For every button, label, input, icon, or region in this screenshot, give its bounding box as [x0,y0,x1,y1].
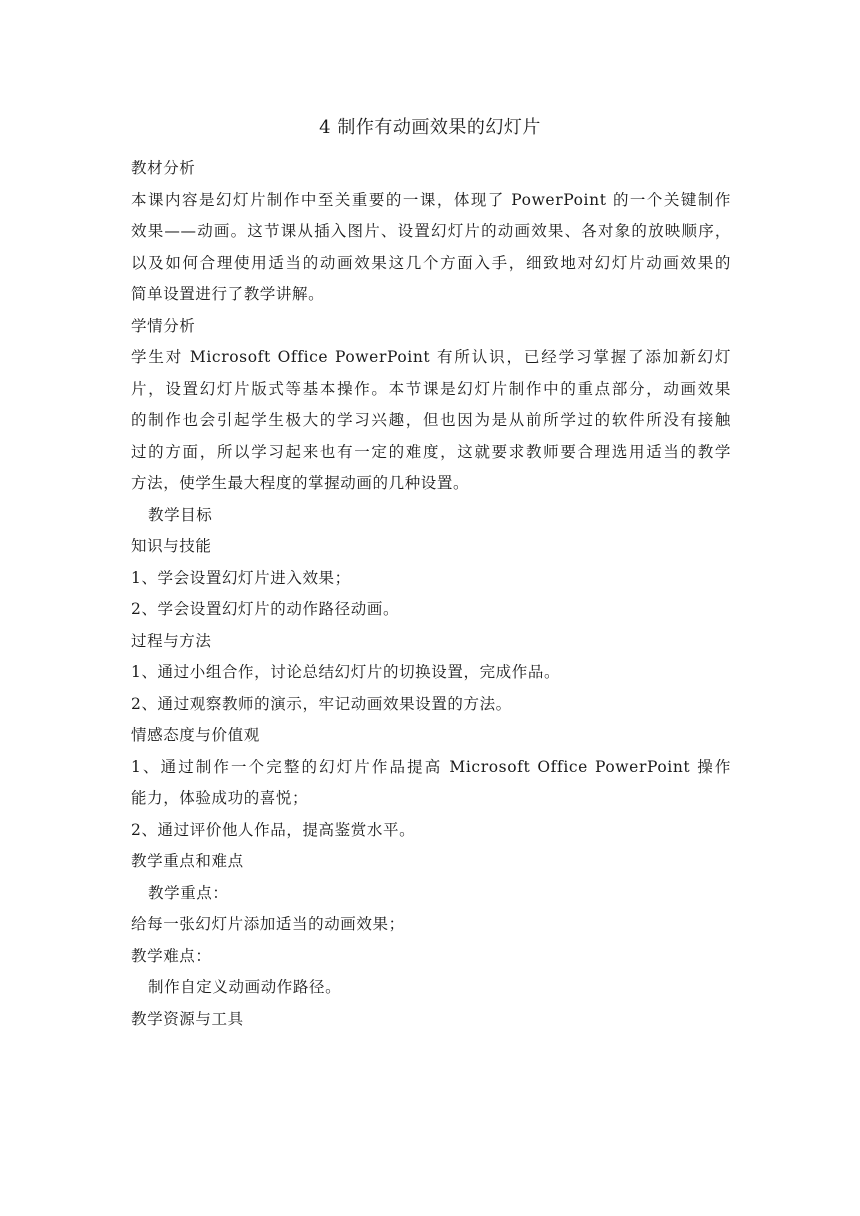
process-item-2: 2、通过观察教师的演示，牢记动画效果设置的方法。 [131,694,512,713]
paragraph-line: 1、通过制作一个完整的幻灯片作品提高 Microsoft Office PowerPoint 操作 [131,757,731,776]
process-item-1: 1、通过小组合作，讨论总结幻灯片的切换设置，完成作品。 [131,663,561,681]
subheading-emotion: 情感态度与价值观 [131,726,260,744]
document-body [131,153,731,1035]
knowledge-item-1: 1、学会设置幻灯片进入效果； [131,568,351,587]
section-heading-learner: 学情分析 [131,316,196,335]
section-heading-key: 教学重点和难点 [131,852,244,870]
emotion-item-2: 2、通过评价他人作品，提高鉴赏水平。 [131,820,416,839]
paragraph-line: 简单设置进行了教学讲解。 [131,285,325,303]
paragraph-line: 效果——动画。这节课从插入图片、设置幻灯片的动画效果、各对象的放映顺序， [131,222,731,240]
section-heading-analysis: 教材分析 [131,159,196,177]
paragraph-line: 的制作也会引起学生极大的学习兴趣，但也因为是从前所学过的软件所没有接触 [131,411,731,429]
paragraph-line: 学生对 Microsoft Office PowerPoint 有所认识，已经学习掌握了添加新幻灯 [131,348,731,366]
paragraph-line: 方法，使学生最大程度的掌握动画的几种设置。 [131,474,470,492]
difficulty-label: 教学难点： [131,946,212,965]
paragraph-line: 本课内容是幻灯片制作中至关重要的一课，体现了 PowerPoint 的一个关键制作 [131,190,731,209]
paragraph-line: 以及如何合理使用适当的动画效果这几个方面入手，细致地对幻灯片动画效果的 [131,253,731,272]
analysis-paragraph [131,185,731,311]
section-heading-goals: 教学目标 [148,505,213,524]
document-title: 4 制作有动画效果的幻灯片 [319,117,541,138]
section-heading-resources: 教学资源与工具 [131,1009,244,1028]
key-point-text: 给每一张幻灯片添加适当的动画效果； [131,915,405,933]
paragraph-line: 能力，体验成功的喜悦； [131,789,309,807]
learner-paragraph [131,342,731,500]
paragraph-line: 片，设置幻灯片版式等基本操作。本节课是幻灯片制作中的重点部分，动画效果 [131,379,731,398]
key-point-label: 教学重点： [148,883,229,902]
knowledge-item-2: 2、学会设置幻灯片的动作路径动画。 [131,600,400,618]
emotion-item-1 [131,752,731,815]
difficulty-text: 制作自定义动画动作路径。 [148,978,342,996]
paragraph-line: 过的方面，所以学习起来也有一定的难度，这就要求教师要合理选用适当的教学 [131,442,731,461]
subheading-knowledge: 知识与技能 [131,537,212,555]
subheading-process: 过程与方法 [131,631,212,650]
